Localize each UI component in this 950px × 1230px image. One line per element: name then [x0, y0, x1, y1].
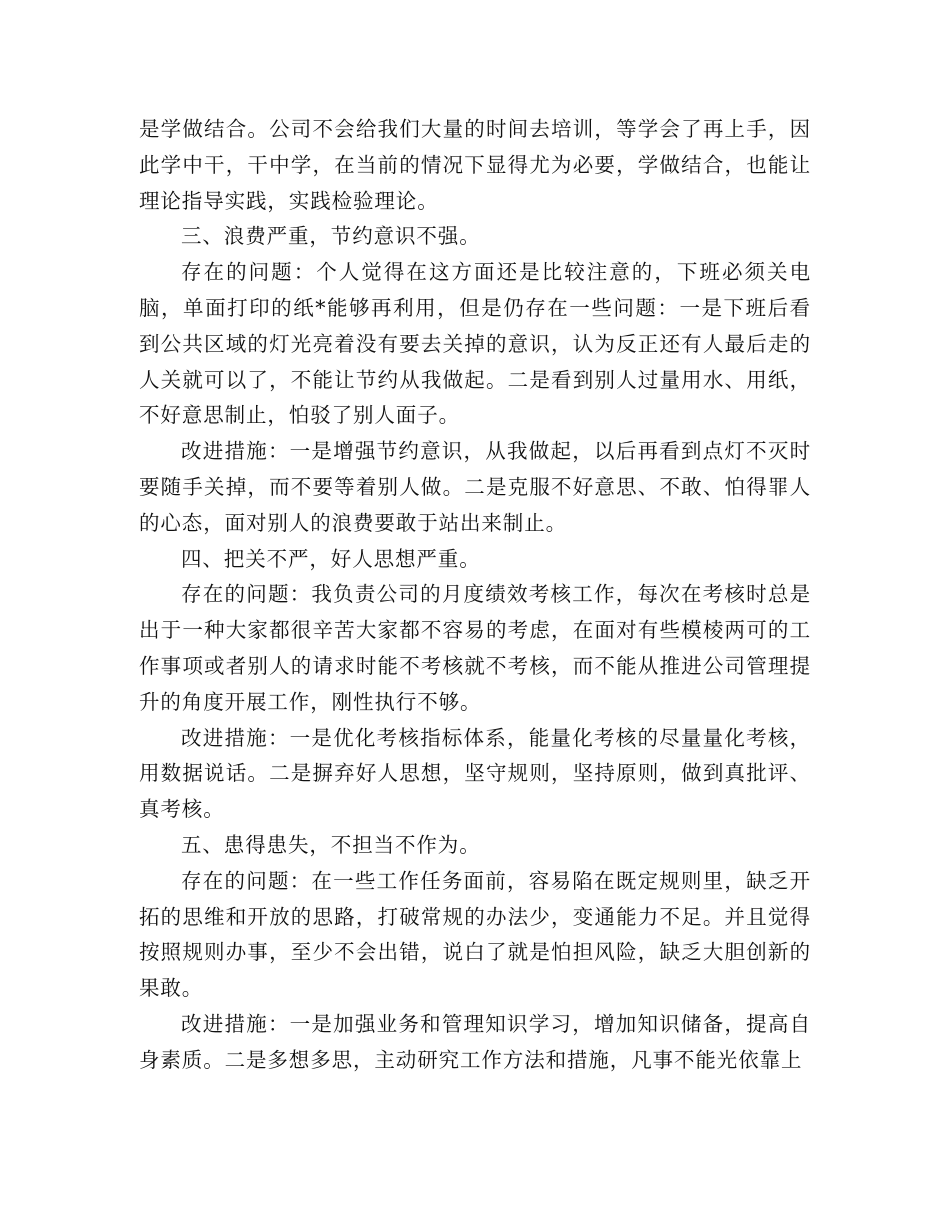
paragraph-problem-3: 存在的问题：个人觉得在这方面还是比较注意的，下班必须关电脑，单面打印的纸*能够再利用，但是仍存在一些问题：一是下班后看到公共区域的灯光亮着没有要去关掉的意识，认为反正还有人最后走的人关就可以了，不能让节约从我做起。二是看到别人过量用水、用纸，不好意思制止，怕驳了别人面子。	[139, 260, 811, 428]
paragraph-continuation: 是学做结合。公司不会给我们大量的时间去培训，等学会了再上手，因此学中干，干中学，在当前的情况下显得尤为必要，学做结合，也能让理论指导实践，实践检验理论。	[139, 117, 811, 213]
section-heading-4: 四、把关不严，好人思想严重。	[181, 546, 481, 571]
paragraph-problem-4: 存在的问题：我负责公司的月度绩效考核工作，每次在考核时总是出于一种大家都很辛苦大家都不容易的考虑，在面对有些模棱两可的工作事项或者别人的请求时能不考核就不考核，而不能从推进公司管理提升的角度开展工作，刚性执行不够。	[139, 582, 811, 714]
section-heading-5: 五、患得患失，不担当不作为。	[181, 832, 481, 857]
paragraph-measure-3: 改进措施：一是增强节约意识，从我做起，以后再看到点灯不灭时要随手关掉，而不要等着别人做。二是克服不好意思、不敢、怕得罪人的心态，面对别人的浪费要敢于站出来制止。	[139, 439, 811, 535]
section-heading-3: 三、浪费严重，节约意识不强。	[181, 224, 481, 249]
paragraph-measure-4: 改进措施：一是优化考核指标体系，能量化考核的尽量量化考核，用数据说话。二是摒弃好人思想，坚守规则，坚持原则，做到真批评、真考核。	[139, 725, 811, 822]
paragraph-problem-5: 存在的问题：在一些工作任务面前，容易陷在既定规则里，缺乏开拓的思维和开放的思路，打破常规的办法少，变通能力不足。并且觉得按照规则办事，至少不会出错，说白了就是怕担风险，缺乏大胆创新的果敢。	[139, 868, 811, 1001]
paragraph-measure-5: 改进措施：一是加强业务和管理知识学习，增加知识储备，提高自身素质。二是多想多思，主动研究工作方法和措施，凡事不能光依靠上	[139, 1011, 811, 1072]
document-body	[139, 112, 811, 1079]
